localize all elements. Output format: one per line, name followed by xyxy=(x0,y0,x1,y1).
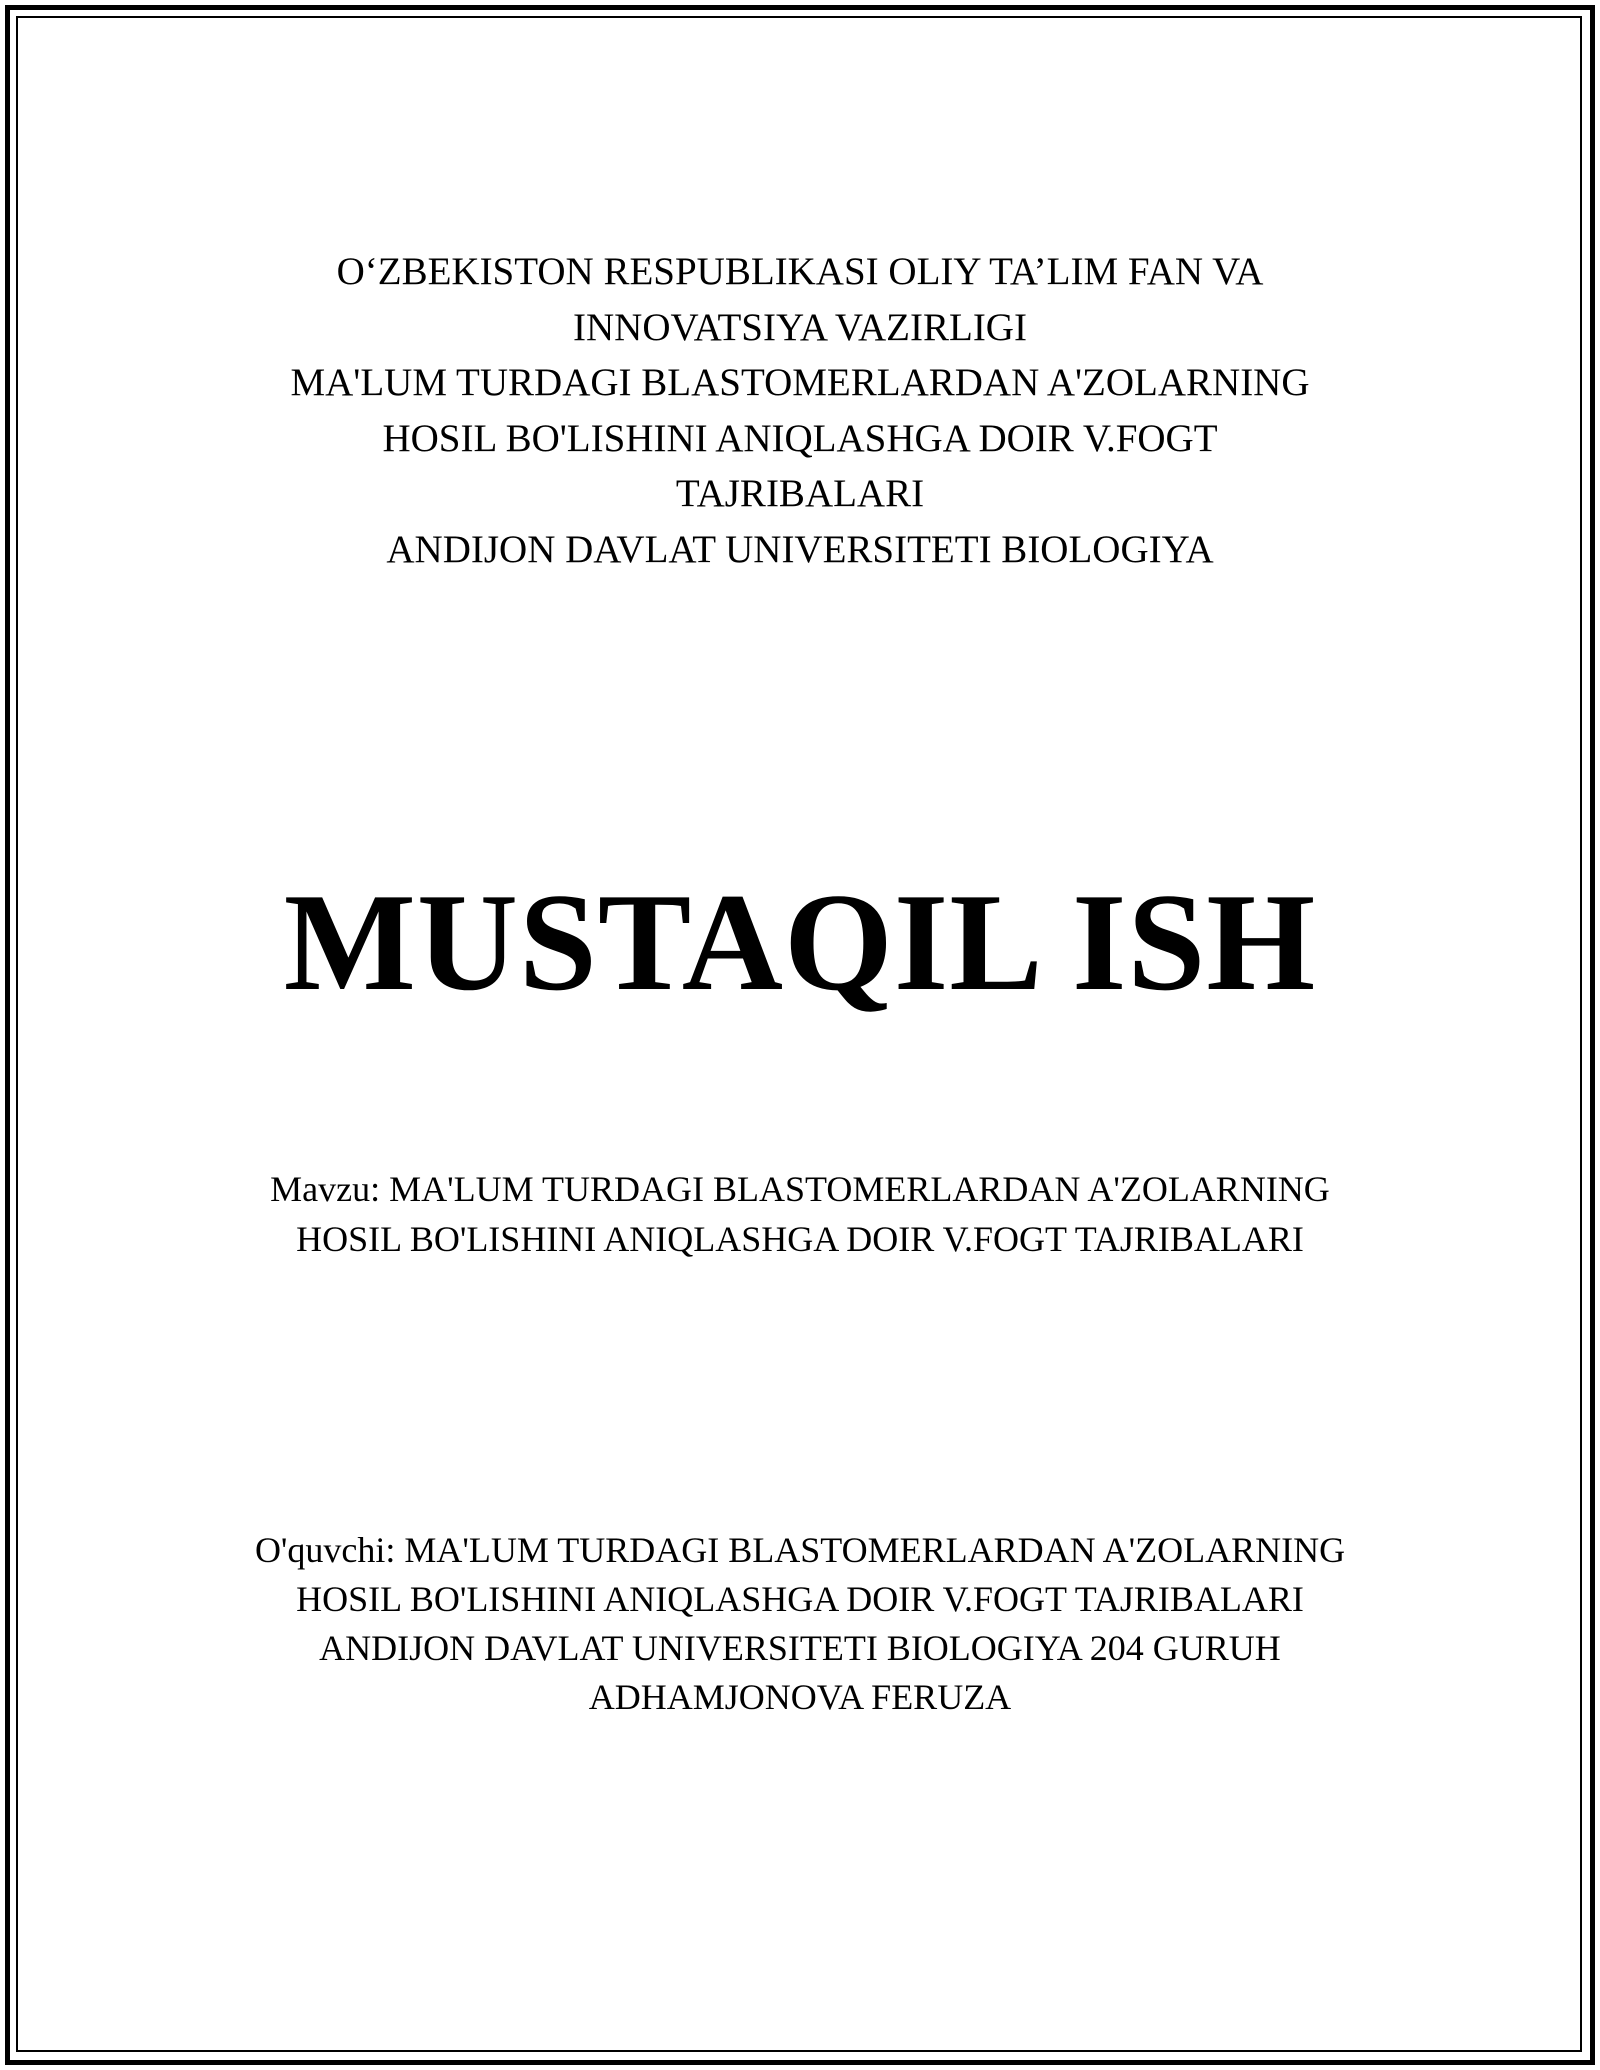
header-line: O‘ZBEKISTON RESPUBLIKASI OLIY TA’LIM FAN VA xyxy=(336,250,1264,293)
student-block xyxy=(0,1526,1600,1722)
header-line: INNOVATSIYA VAZIRLIGI xyxy=(573,305,1027,349)
header-line: MA'LUM TURDAGI BLASTOMERLARDAN A'ZOLARNING xyxy=(290,361,1310,404)
topic-block xyxy=(0,1164,1600,1264)
header-line: HOSIL BO'LISHINI ANIQLASHGA DOIR V.FOGT xyxy=(382,416,1218,460)
student-line: ANDIJON DAVLAT UNIVERSITETI BIOLOGIYA 204 GURUH xyxy=(319,1628,1281,1668)
topic-line: HOSIL BO'LISHINI ANIQLASHGA DOIR V.FOGT TAJRIBALARI xyxy=(296,1219,1304,1259)
student-line: ADHAMJONOVA FERUZA xyxy=(588,1677,1012,1717)
ministry-header xyxy=(0,244,1600,577)
document-title: MUSTAQIL ISH xyxy=(283,865,1317,1020)
student-line: HOSIL BO'LISHINI ANIQLASHGA DOIR V.FOGT TAJRIBALARI xyxy=(296,1579,1304,1619)
topic-line: Mavzu: MA'LUM TURDAGI BLASTOMERLARDAN A'ZOLARNING xyxy=(270,1169,1330,1209)
student-line: O'quvchi: MA'LUM TURDAGI BLASTOMERLARDAN A'ZOLARNING xyxy=(254,1530,1346,1570)
header-line: TAJRIBALARI xyxy=(675,472,925,515)
header-line: ANDIJON DAVLAT UNIVERSITETI BIOLOGIYA xyxy=(386,527,1214,571)
